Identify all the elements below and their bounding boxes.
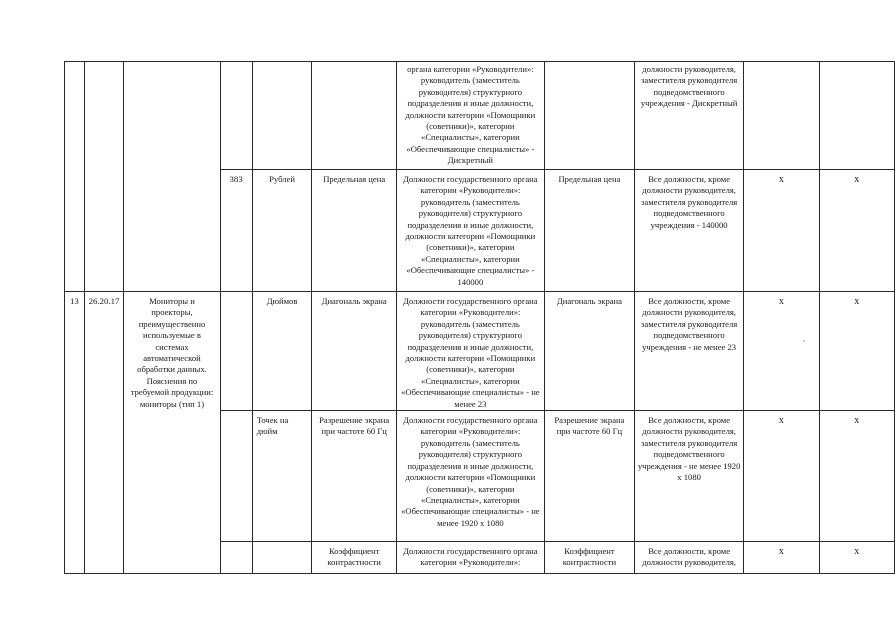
- value-government-cell: Должности государственного органа категории «Руководители»: руководитель (заместитель руководителя) структурного подразделения и иные должности, должности категории «Помощники (советники)», категории «Специалисты», категории «Обеспечивающие специалисты» - 140000: [396, 170, 544, 292]
- okei-code-cell: 383: [220, 170, 252, 292]
- row-number-cell: [65, 62, 85, 292]
- requirements-table: [64, 61, 895, 574]
- unit-cell: Точек на дюйм: [252, 411, 312, 542]
- row-number-cell: 13: [65, 292, 85, 574]
- okei-code-cell: [220, 292, 252, 411]
- okei-code-cell: [220, 411, 252, 542]
- unit-cell: [252, 542, 312, 574]
- value-government-cell: Должности государственного органа категории «Руководители»: руководитель (заместитель руководителя) структурного подразделения и иные должности, должности категории «Помощники (советники)», категории «Специалисты», категории «Обеспечивающие специалисты» - не менее 23: [396, 292, 544, 411]
- column-11-cell: х: [819, 292, 894, 411]
- value-subordinate-cell: Все должности, кроме должности руководителя, заместителя руководителя подведомственного учреждения - не менее 23: [635, 292, 744, 411]
- table-row: [65, 292, 895, 411]
- characteristic-cell: Коэффициент контрастности: [312, 542, 397, 574]
- characteristic2-cell: Предельная цена: [544, 170, 634, 292]
- characteristic2-cell: Разрешение экрана при частоте 60 Гц: [544, 411, 634, 542]
- value-government-cell: органа категории «Руководители»: руководитель (заместитель руководителя) структурного подразделения и иные должности, должности категории «Помощники (советники)», категории «Специалисты», категории «Обеспечивающие специалисты» - Дискретный: [396, 62, 544, 170]
- column-10-cell: [744, 62, 819, 170]
- okpd-code-cell: 26.20.17: [84, 292, 124, 574]
- characteristic-cell: Предельная цена: [312, 170, 397, 292]
- unit-cell: [252, 62, 312, 170]
- column-10-cell: х: [744, 170, 819, 292]
- column-10-cell: х: [744, 292, 819, 411]
- value-subordinate-cell: Все должности, кроме должности руководителя,: [635, 542, 744, 574]
- value-government-cell: Должности государственного органа категории «Руководители»: руководитель (заместитель руководителя) структурного подразделения и иные должности, должности категории «Помощники (советники)», категории «Специалисты», категории «Обеспечивающие специалисты» - не менее 1920 х 1080: [396, 411, 544, 542]
- value-government-cell: Должности государственного органа категории «Руководители»:: [396, 542, 544, 574]
- characteristic-cell: Диагональ экрана: [312, 292, 397, 411]
- column-10-cell: х: [744, 542, 819, 574]
- table-row: [65, 62, 895, 170]
- column-10-cell: х: [744, 411, 819, 542]
- okei-code-cell: [220, 62, 252, 170]
- value-subordinate-cell: Все должности, кроме должности руководителя, заместителя руководителя подведомственного учреждения - 140000: [635, 170, 744, 292]
- value-subordinate-cell: Все должности, кроме должности руководителя, заместителя руководителя подведомственного учреждения - не менее 1920 х 1080: [635, 411, 744, 542]
- characteristic2-cell: [544, 62, 634, 170]
- scan-speck: [803, 340, 805, 342]
- product-name-cell: Мониторы и проекторы, преимущественно используемые в системах автоматической обработки данных. Пояснения по требуемой продукции: мониторы (тип 1): [124, 292, 220, 574]
- characteristic-cell: Разрешение экрана при частоте 60 Гц: [312, 411, 397, 542]
- unit-cell: Дюймов: [252, 292, 312, 411]
- column-11-cell: х: [819, 542, 894, 574]
- characteristic2-cell: Коэффициент контрастности: [544, 542, 634, 574]
- column-11-cell: х: [819, 411, 894, 542]
- column-11-cell: х: [819, 170, 894, 292]
- column-11-cell: [819, 62, 894, 170]
- unit-cell: Рублей: [252, 170, 312, 292]
- okpd-code-cell: [84, 62, 124, 292]
- characteristic2-cell: Диагональ экрана: [544, 292, 634, 411]
- value-subordinate-cell: должности руководителя, заместителя руководителя подведомственного учреждения - Дискретный: [635, 62, 744, 170]
- okei-code-cell: [220, 542, 252, 574]
- product-name-cell: [124, 62, 220, 292]
- characteristic-cell: [312, 62, 397, 170]
